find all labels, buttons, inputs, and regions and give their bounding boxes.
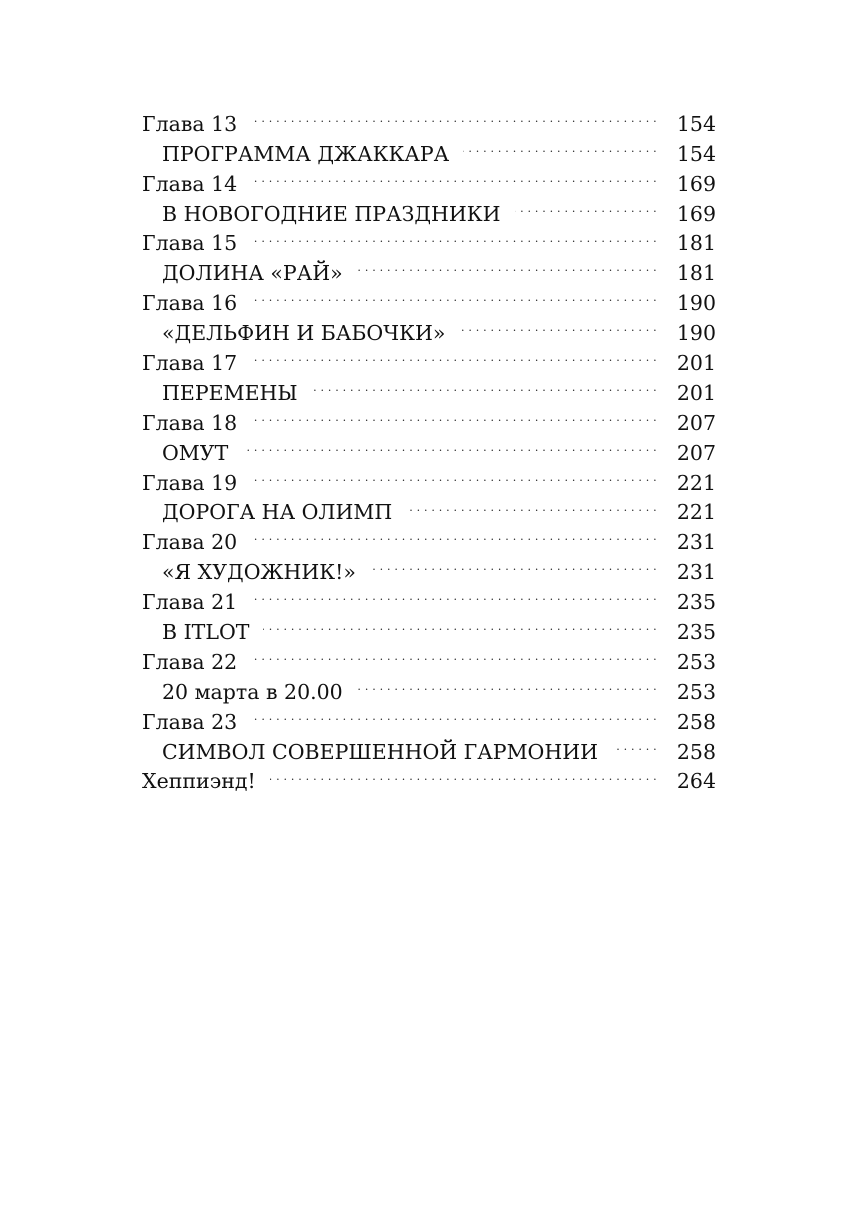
toc-entry-title: «ДЕЛЬФИН И БАБОЧКИ» — [162, 321, 446, 346]
dot-leader — [370, 549, 657, 579]
toc-entry-title: Глава 20 — [142, 530, 238, 555]
toc-page-number: 253 — [676, 649, 716, 674]
toc-page-number: 181 — [676, 261, 716, 286]
toc-entry-title: ДОЛИНА «РАЙ» — [162, 261, 343, 286]
toc-page-number: 221 — [676, 500, 716, 525]
toc-entry-title: Глава 18 — [142, 410, 238, 435]
dot-leader — [357, 669, 657, 699]
toc-entry-title: ПЕРЕМЕНЫ — [162, 380, 298, 405]
toc-entry-title: ОМУТ — [162, 440, 229, 465]
toc-entry-title: 20 марта в 20.00 — [162, 679, 343, 704]
toc-entry-title: «Я ХУДОЖНИК!» — [162, 560, 356, 585]
toc-page-number: 169 — [676, 171, 716, 196]
dot-leader — [357, 250, 657, 280]
toc-page-number: 201 — [676, 380, 716, 405]
toc-entry-title: Хеппиэнд! — [142, 769, 256, 794]
toc-entry-title: Глава 19 — [142, 470, 238, 495]
toc-page-number: 207 — [676, 440, 716, 465]
dot-leader — [251, 221, 657, 251]
toc-page-number: 258 — [676, 739, 716, 764]
toc-page-number: 190 — [676, 321, 716, 346]
toc-entry-title: В НОВОГОДНИЕ ПРАЗДНИКИ — [162, 201, 501, 226]
dot-leader — [515, 191, 657, 221]
toc-entry-title: Глава 17 — [142, 351, 238, 376]
toc-entry-title: Глава 21 — [142, 590, 238, 615]
toc-page-number: 154 — [676, 111, 716, 136]
dot-leader — [251, 400, 657, 430]
toc-page-number: 201 — [676, 351, 716, 376]
dot-leader — [459, 310, 656, 340]
dot-leader — [251, 699, 657, 729]
dot-leader — [251, 101, 657, 131]
toc-entry-title: Глава 23 — [142, 709, 238, 734]
toc-page-number: 190 — [676, 291, 716, 316]
dot-leader — [251, 579, 657, 609]
dot-leader — [251, 639, 657, 669]
toc-page-number: 253 — [676, 679, 716, 704]
dot-leader — [251, 340, 657, 370]
table-of-contents — [142, 101, 716, 794]
toc-page-number: 231 — [676, 560, 716, 585]
toc-page-number: 231 — [676, 530, 716, 555]
toc-page-number: 258 — [676, 709, 716, 734]
toc-page-number: 221 — [676, 470, 716, 495]
dot-leader — [312, 370, 657, 400]
toc-page-number: 235 — [676, 620, 716, 645]
toc-entry-title: Глава 13 — [142, 111, 238, 136]
toc-entry-title: ПРОГРАММА ДЖАККАРА — [162, 141, 450, 166]
dot-leader — [251, 460, 657, 490]
toc-entry-title: СИМВОЛ СОВЕРШЕННОЙ ГАРМОНИИ — [162, 739, 598, 764]
toc-chapter-row — [142, 101, 716, 136]
toc-entry-title: Глава 16 — [142, 291, 238, 316]
toc-page-number: 264 — [676, 769, 716, 794]
toc-entry-title: В ITLOT — [162, 620, 250, 645]
toc-entry-title: Глава 15 — [142, 231, 238, 256]
toc-entry-title: ДОРОГА НА ОЛИМП — [162, 500, 393, 525]
dot-leader — [270, 759, 657, 789]
dot-leader — [251, 519, 657, 549]
toc-page-number: 207 — [676, 410, 716, 435]
toc-page-number: 169 — [676, 201, 716, 226]
toc-page-number: 235 — [676, 590, 716, 615]
dot-leader — [263, 609, 656, 639]
toc-entry-title: Глава 14 — [142, 171, 238, 196]
dot-leader — [463, 131, 657, 161]
dot-leader — [612, 729, 657, 759]
dot-leader — [251, 280, 657, 310]
dot-leader — [242, 430, 657, 460]
toc-entry-title: Глава 22 — [142, 649, 238, 674]
dot-leader — [251, 161, 657, 191]
dot-leader — [406, 490, 657, 520]
toc-page-number: 154 — [676, 141, 716, 166]
toc-page-number: 181 — [676, 231, 716, 256]
